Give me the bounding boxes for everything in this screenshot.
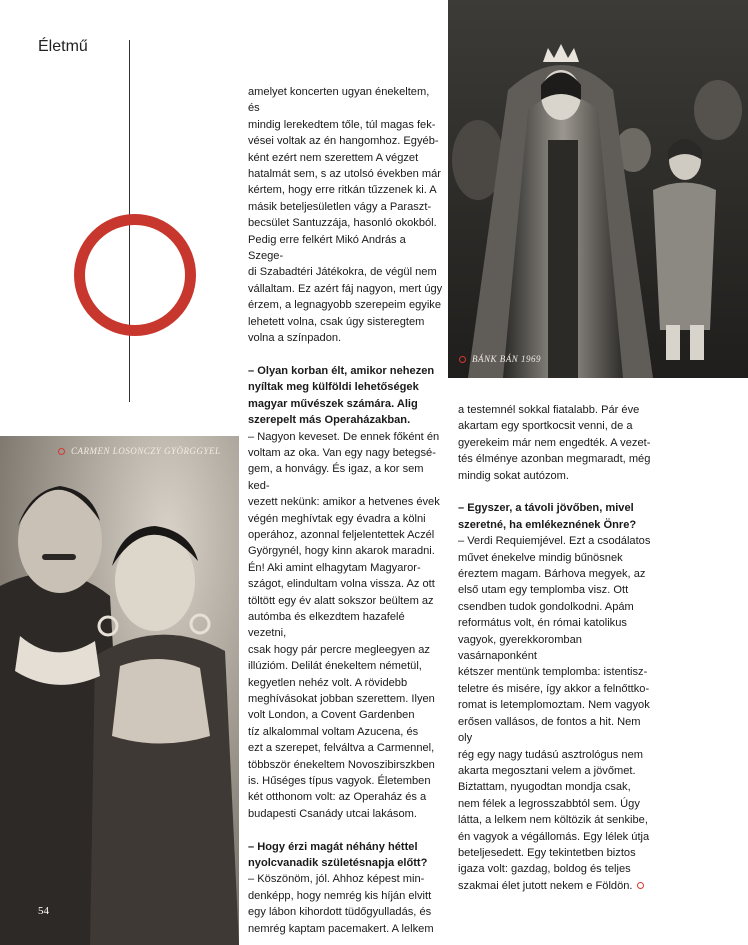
- text-line: becsület Santuzzája, hasonló okokból.: [248, 217, 437, 230]
- text-line: tés élménye azonban megmaradt, még: [458, 453, 651, 466]
- text-line: – Hogy érzi magát néhány héttel: [248, 840, 418, 853]
- end-mark-icon: [637, 882, 644, 889]
- interview-answer: [248, 429, 444, 823]
- text-column-1: [248, 84, 444, 937]
- text-line: vései voltak az én hangomhoz. Egyéb-: [248, 135, 439, 148]
- text-line: két otthonom volt: az Operaház és a: [248, 791, 427, 804]
- text-line: csak hogy pár percre megleegyen az: [248, 643, 430, 656]
- text-line: – Nagyon keveset. De ennek főként én: [248, 430, 440, 443]
- text-line: amelyet koncerten ugyan énekeltem, és: [248, 86, 430, 115]
- text-line: autómba és elkezdtem hazafelé vezetni,: [248, 610, 405, 640]
- text-line: mindig lerekedtem tőle, túl magas fek-: [248, 118, 436, 131]
- text-line: mindig sokat autózom.: [458, 469, 569, 482]
- text-column-2: [458, 402, 654, 894]
- text-line: romat is letemplomoztam. Nem vagyok: [458, 699, 650, 712]
- text-line: di Szabadtéri Játékokra, de végül nem: [248, 266, 437, 279]
- text-line: Györgynél, hogy kinn akarok maradni.: [248, 545, 435, 558]
- text-line: éreztem magam. Bárhova megyek, az: [458, 568, 646, 581]
- text-line: volt London, a Covent Gardenben: [248, 709, 415, 722]
- text-line: – Verdi Requiemjével. Ezt a csodálatos: [458, 535, 651, 548]
- paragraph: [458, 402, 654, 484]
- text-line: Pedig erre felkért Mikó András a Szege-: [248, 233, 406, 263]
- text-line: teletre és misére, így akkor a felnőttko-: [458, 682, 650, 695]
- text-line: szeretné, ha emlékeznének Önre?: [458, 518, 637, 531]
- text-line: akarta megosztani velem a jövőmet.: [458, 764, 636, 777]
- text-line: nyíltak meg külföldi lehetőségek: [248, 381, 419, 394]
- caption-dot-icon: [459, 356, 466, 363]
- text-line: akartam egy sportkocsit venni, de a: [458, 420, 633, 433]
- decorative-ring: [74, 214, 196, 336]
- text-line: igaza volt: gazdag, boldog és teljes: [458, 863, 631, 876]
- text-line: szerepelt más Operaházakban.: [248, 414, 411, 427]
- text-line-content: szakmai élet jutott nekem e Földön.: [458, 879, 633, 892]
- interview-question: [248, 363, 444, 429]
- text-line: többször énekeltem Novoszibirszkben: [248, 758, 435, 771]
- interview-question: [248, 839, 444, 872]
- text-line: budapesti Csanády utcai lakásom.: [248, 807, 417, 820]
- interview-answer: [458, 533, 654, 894]
- text-line: érzem, a legnagyobb szerepeim egyike: [248, 299, 442, 312]
- text-line: töltött egy év alatt sokszor beültem az: [248, 594, 434, 607]
- photo-bank-ban: [448, 0, 748, 378]
- text-line: tíz alkalommal voltam Azucena, és: [248, 725, 419, 738]
- text-line: kértem, hogy erre ritkán tűzzenek ki. A: [248, 184, 437, 197]
- text-line: illúzióm. Delilát énekeltem németül,: [248, 660, 422, 673]
- text-line: volna a színpadon.: [248, 332, 342, 345]
- text-line: református volt, én római katolikus: [458, 617, 627, 630]
- page-number: 54: [38, 905, 49, 917]
- text-line: nemrég kaptam pacemakert. A lelkem: [248, 922, 434, 935]
- text-line: végén meghívtak egy évadra a kölni: [248, 512, 426, 525]
- text-line: denképp, hogy nemrég kis híján elvitt: [248, 889, 432, 902]
- text-line: vezett nekünk: amikor a hetvenes évek: [248, 496, 440, 509]
- text-line: gem, a honvágy. És igaz, a kor sem ked-: [248, 463, 424, 492]
- text-line: operához, azonnal feljelentettek Aczél: [248, 528, 435, 541]
- text-line: szágot, elindultam volna vissza. Az ott: [248, 578, 435, 591]
- text-line: vagyok, gyerekkoromban vasárnaponként: [458, 633, 582, 663]
- text-line: gyerekeim már nem engedték. A vezet-: [458, 436, 651, 449]
- text-line: én vagyok a végállomás. Egy lélek útja: [458, 830, 650, 843]
- text-line: Biztattam, nyugodtan mondja csak,: [458, 781, 631, 794]
- text-line: látta, a lelkem nem költözik át senkibe,: [458, 814, 648, 827]
- text-line: Én! Aki amint elhagytam Magyaror-: [248, 561, 421, 574]
- photo-carmen: [0, 436, 239, 945]
- text-line: másik beteljesületlen vágy a Paraszt-: [248, 200, 432, 213]
- text-line: nem félek a legrosszabbtól sem. Úgy: [458, 797, 640, 810]
- text-line: nyolcvanadik születésnapja előtt?: [248, 857, 428, 870]
- caption-text: CARMEN LOSONCZY GYÖRGGYEL: [71, 446, 221, 456]
- section-title: Életmű: [38, 38, 88, 55]
- text-line: egy lábon kihordott tüdőgyulladás, és: [248, 906, 432, 919]
- text-line: rég egy nagy tudású asztrológus nem: [458, 748, 644, 761]
- text-line: vállaltam. Ez azért fáj nagyon, mert úgy: [248, 282, 443, 295]
- interview-answer: [248, 871, 444, 937]
- text-line: kétszer mentünk templomba: istentisz-: [458, 666, 648, 679]
- text-line: kegyetlen nehéz volt. A rövidebb: [248, 676, 408, 689]
- text-line: – Köszönöm, jól. Ahhoz képest min-: [248, 873, 425, 886]
- text-line: csendben tudok gondolkodni. Apám: [458, 600, 634, 613]
- text-line: a testemnél sokkal fiatalabb. Pár éve: [458, 404, 640, 416]
- text-line: művet énekelve mindig bűnösnek: [458, 551, 623, 564]
- paragraph: [248, 84, 444, 347]
- text-line: ként ezért nem szerettem A végzet: [248, 151, 419, 164]
- text-line: lehetett volna, csak úgy sisteregtem: [248, 315, 425, 328]
- text-line: ezt a szerepet, felváltva a Carmennel,: [248, 742, 435, 755]
- text-line: magyar művészek számára. Alig: [248, 397, 418, 410]
- interview-question: [458, 500, 654, 533]
- text-line: első utam egy templomba visz. Ott: [458, 584, 629, 597]
- caption-carmen: [58, 446, 221, 456]
- caption-text: BÁNK BÁN 1969: [472, 354, 541, 364]
- text-line: – Olyan korban élt, amikor nehezen: [248, 364, 435, 377]
- text-line: – Egyszer, a távoli jövőben, mivel: [458, 502, 634, 515]
- text-line: voltam az oka. Van egy nagy betegsé-: [248, 446, 436, 459]
- text-line: meghívásokat jobban szerettem. Ilyen: [248, 693, 435, 706]
- text-line: [458, 878, 654, 894]
- caption-bank-ban: [459, 354, 541, 364]
- text-line: beteljesedett. Egy tekintetben biztos: [458, 846, 636, 859]
- text-line: is. Hűséges típus vagyok. Életemben: [248, 775, 431, 788]
- caption-dot-icon: [58, 448, 65, 455]
- text-line: erősen vallásos, de fontos a hit. Nem oly: [458, 715, 641, 745]
- text-line: hatalmát sem, s az utolsó években már: [248, 168, 441, 181]
